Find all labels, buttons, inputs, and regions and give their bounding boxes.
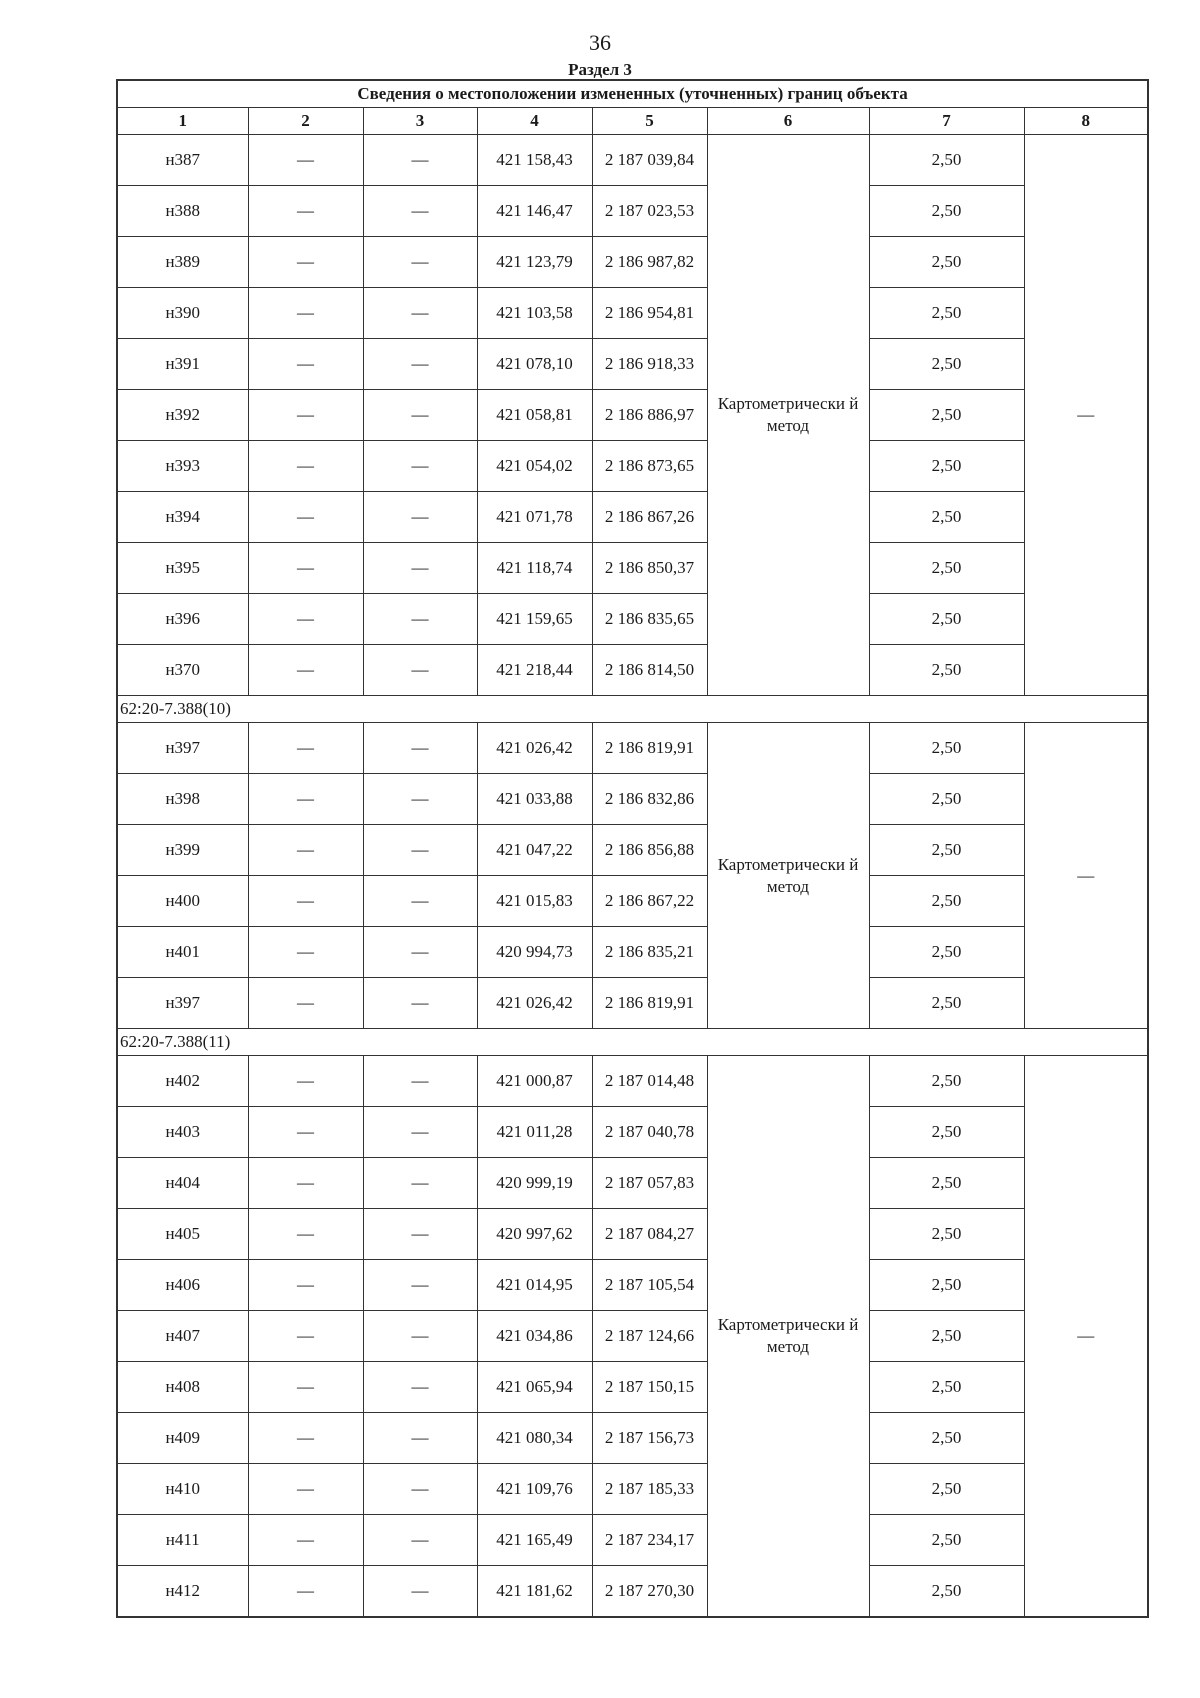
accuracy-value: 2,50 [869,237,1024,288]
col2-value: — [248,774,363,825]
accuracy-value: 2,50 [869,1515,1024,1566]
accuracy-value: 2,50 [869,927,1024,978]
point-name: н405 [117,1209,248,1260]
y-coordinate: 2 187 084,27 [592,1209,707,1260]
accuracy-value: 2,50 [869,978,1024,1029]
col3-value: — [363,1056,477,1107]
y-coordinate: 2 187 105,54 [592,1260,707,1311]
x-coordinate: 421 011,28 [477,1107,592,1158]
col2-value: — [248,1413,363,1464]
accuracy-value: 2,50 [869,288,1024,339]
point-name: н397 [117,978,248,1029]
x-coordinate: 421 158,43 [477,135,592,186]
col2-value: — [248,441,363,492]
y-coordinate: 2 186 918,33 [592,339,707,390]
column-header: 4 [477,108,592,135]
col8-value: — [1024,1056,1148,1618]
col2-value: — [248,135,363,186]
y-coordinate: 2 186 867,26 [592,492,707,543]
y-coordinate: 2 186 987,82 [592,237,707,288]
table-row [117,492,1148,543]
col2-value: — [248,1260,363,1311]
table-row [117,186,1148,237]
col2-value: — [248,543,363,594]
col3-value: — [363,1209,477,1260]
col3-value: — [363,1107,477,1158]
col2-value: — [248,186,363,237]
col3-value: — [363,825,477,876]
x-coordinate: 421 118,74 [477,543,592,594]
x-coordinate: 421 078,10 [477,339,592,390]
table-row [117,288,1148,339]
table-row [117,1056,1148,1107]
col2-value: — [248,492,363,543]
x-coordinate: 421 000,87 [477,1056,592,1107]
y-coordinate: 2 187 040,78 [592,1107,707,1158]
accuracy-value: 2,50 [869,774,1024,825]
col2-value: — [248,978,363,1029]
accuracy-value: 2,50 [869,1413,1024,1464]
y-coordinate: 2 187 234,17 [592,1515,707,1566]
point-name: н410 [117,1464,248,1515]
y-coordinate: 2 186 886,97 [592,390,707,441]
col2-value: — [248,237,363,288]
x-coordinate: 421 103,58 [477,288,592,339]
method-cell: Картометрически й метод [707,135,869,696]
col2-value: — [248,594,363,645]
x-coordinate: 421 014,95 [477,1260,592,1311]
point-name: н406 [117,1260,248,1311]
table-row [117,774,1148,825]
y-coordinate: 2 186 867,22 [592,876,707,927]
col2-value: — [248,390,363,441]
table-row [117,876,1148,927]
y-coordinate: 2 186 819,91 [592,723,707,774]
point-name: н408 [117,1362,248,1413]
point-name: н396 [117,594,248,645]
y-coordinate: 2 186 850,37 [592,543,707,594]
column-header: 8 [1024,108,1148,135]
col3-value: — [363,645,477,696]
column-header: 5 [592,108,707,135]
point-name: н398 [117,774,248,825]
col2-value: — [248,288,363,339]
table-row [117,1209,1148,1260]
table-row [117,1566,1148,1618]
col3-value: — [363,135,477,186]
accuracy-value: 2,50 [869,876,1024,927]
point-name: н387 [117,135,248,186]
x-coordinate: 420 994,73 [477,927,592,978]
col3-value: — [363,237,477,288]
point-name: н407 [117,1311,248,1362]
point-name: н412 [117,1566,248,1618]
x-coordinate: 421 015,83 [477,876,592,927]
col2-value: — [248,876,363,927]
col3-value: — [363,1413,477,1464]
col3-value: — [363,1158,477,1209]
col3-value: — [363,1515,477,1566]
y-coordinate: 2 187 150,15 [592,1362,707,1413]
accuracy-value: 2,50 [869,645,1024,696]
section-title: Раздел 3 [568,60,632,79]
col2-value: — [248,1158,363,1209]
accuracy-value: 2,50 [869,594,1024,645]
parcel-label: 62:20-7.388(10) [117,696,1148,723]
col2-value: — [248,723,363,774]
accuracy-value: 2,50 [869,1056,1024,1107]
accuracy-value: 2,50 [869,1260,1024,1311]
point-name: н395 [117,543,248,594]
table-row [117,339,1148,390]
y-coordinate: 2 187 185,33 [592,1464,707,1515]
accuracy-value: 2,50 [869,723,1024,774]
point-name: н390 [117,288,248,339]
col3-value: — [363,1311,477,1362]
col3-value: — [363,978,477,1029]
x-coordinate: 421 123,79 [477,237,592,288]
accuracy-value: 2,50 [869,390,1024,441]
x-coordinate: 421 065,94 [477,1362,592,1413]
table-row [117,927,1148,978]
column-header-row [117,108,1148,135]
accuracy-value: 2,50 [869,492,1024,543]
col3-value: — [363,492,477,543]
table-row [117,1413,1148,1464]
y-coordinate: 2 186 814,50 [592,645,707,696]
col3-value: — [363,594,477,645]
table-row [117,594,1148,645]
point-name: н411 [117,1515,248,1566]
y-coordinate: 2 187 023,53 [592,186,707,237]
y-coordinate: 2 187 057,83 [592,1158,707,1209]
x-coordinate: 421 058,81 [477,390,592,441]
table-row [117,723,1148,774]
col2-value: — [248,825,363,876]
point-name: н370 [117,645,248,696]
point-name: н394 [117,492,248,543]
point-name: н409 [117,1413,248,1464]
accuracy-value: 2,50 [869,1107,1024,1158]
accuracy-value: 2,50 [869,1566,1024,1618]
y-coordinate: 2 187 156,73 [592,1413,707,1464]
accuracy-value: 2,50 [869,1464,1024,1515]
col3-value: — [363,876,477,927]
col2-value: — [248,1209,363,1260]
method-cell: Картометрически й метод [707,1056,869,1618]
column-header: 6 [707,108,869,135]
x-coordinate: 420 999,19 [477,1158,592,1209]
point-name: н399 [117,825,248,876]
x-coordinate: 421 026,42 [477,978,592,1029]
x-coordinate: 421 026,42 [477,723,592,774]
accuracy-value: 2,50 [869,543,1024,594]
y-coordinate: 2 186 835,65 [592,594,707,645]
accuracy-value: 2,50 [869,1362,1024,1413]
col3-value: — [363,927,477,978]
point-name: н401 [117,927,248,978]
y-coordinate: 2 186 835,21 [592,927,707,978]
table-row [117,237,1148,288]
x-coordinate: 421 109,76 [477,1464,592,1515]
y-coordinate: 2 186 856,88 [592,825,707,876]
col2-value: — [248,1566,363,1618]
accuracy-value: 2,50 [869,186,1024,237]
parcel-label-row [117,1029,1148,1056]
y-coordinate: 2 186 954,81 [592,288,707,339]
table-row [117,825,1148,876]
x-coordinate: 421 047,22 [477,825,592,876]
column-header: 2 [248,108,363,135]
col3-value: — [363,186,477,237]
point-name: н400 [117,876,248,927]
point-name: н388 [117,186,248,237]
col2-value: — [248,1464,363,1515]
y-coordinate: 2 187 270,30 [592,1566,707,1618]
accuracy-value: 2,50 [869,441,1024,492]
col3-value: — [363,774,477,825]
col2-value: — [248,1107,363,1158]
col3-value: — [363,441,477,492]
table-row [117,978,1148,1029]
boundary-table [116,79,1149,1618]
method-cell: Картометрически й метод [707,723,869,1029]
x-coordinate: 421 159,65 [477,594,592,645]
y-coordinate: 2 186 873,65 [592,441,707,492]
col2-value: — [248,1056,363,1107]
x-coordinate: 421 218,44 [477,645,592,696]
accuracy-value: 2,50 [869,135,1024,186]
x-coordinate: 421 146,47 [477,186,592,237]
table-row [117,1311,1148,1362]
accuracy-value: 2,50 [869,1209,1024,1260]
x-coordinate: 421 071,78 [477,492,592,543]
table-row [117,1107,1148,1158]
col3-value: — [363,390,477,441]
page-number: 36 [589,30,611,55]
x-coordinate: 421 034,86 [477,1311,592,1362]
accuracy-value: 2,50 [869,1311,1024,1362]
y-coordinate: 2 186 819,91 [592,978,707,1029]
table-row [117,135,1148,186]
col2-value: — [248,1362,363,1413]
point-name: н404 [117,1158,248,1209]
x-coordinate: 420 997,62 [477,1209,592,1260]
y-coordinate: 2 187 014,48 [592,1056,707,1107]
accuracy-value: 2,50 [869,339,1024,390]
table-row [117,1158,1148,1209]
point-name: н403 [117,1107,248,1158]
column-header: 7 [869,108,1024,135]
col3-value: — [363,543,477,594]
col2-value: — [248,1515,363,1566]
col3-value: — [363,723,477,774]
table-row [117,441,1148,492]
col3-value: — [363,339,477,390]
col3-value: — [363,1566,477,1618]
col2-value: — [248,927,363,978]
x-coordinate: 421 165,49 [477,1515,592,1566]
table-row [117,1260,1148,1311]
col3-value: — [363,1362,477,1413]
table-row [117,1464,1148,1515]
y-coordinate: 2 187 039,84 [592,135,707,186]
x-coordinate: 421 080,34 [477,1413,592,1464]
table-title: Сведения о местоположении измененных (уточненных) границ объекта [117,80,1148,108]
col8-value: — [1024,135,1148,696]
col2-value: — [248,1311,363,1362]
col2-value: — [248,339,363,390]
y-coordinate: 2 186 832,86 [592,774,707,825]
x-coordinate: 421 033,88 [477,774,592,825]
point-name: н389 [117,237,248,288]
x-coordinate: 421 181,62 [477,1566,592,1618]
parcel-label: 62:20-7.388(11) [117,1029,1148,1056]
y-coordinate: 2 187 124,66 [592,1311,707,1362]
parcel-label-row [117,696,1148,723]
column-header: 1 [117,108,248,135]
table-row [117,543,1148,594]
accuracy-value: 2,50 [869,1158,1024,1209]
point-name: н402 [117,1056,248,1107]
point-name: н397 [117,723,248,774]
x-coordinate: 421 054,02 [477,441,592,492]
point-name: н392 [117,390,248,441]
table-row [117,645,1148,696]
table-row [117,1362,1148,1413]
accuracy-value: 2,50 [869,825,1024,876]
table-row [117,1515,1148,1566]
point-name: н393 [117,441,248,492]
column-header: 3 [363,108,477,135]
col3-value: — [363,1464,477,1515]
col2-value: — [248,645,363,696]
col3-value: — [363,288,477,339]
col3-value: — [363,1260,477,1311]
col8-value: — [1024,723,1148,1029]
table-row [117,390,1148,441]
point-name: н391 [117,339,248,390]
